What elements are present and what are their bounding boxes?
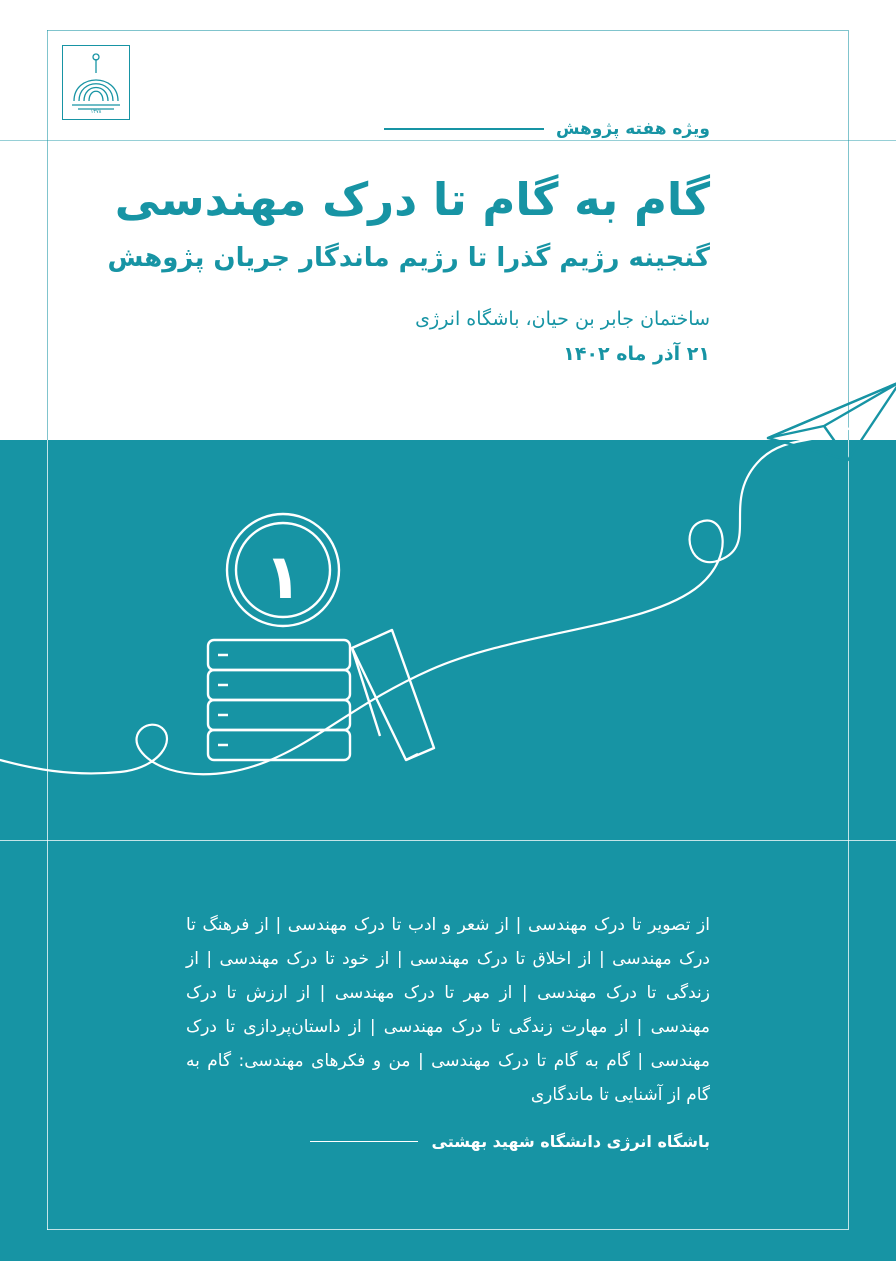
frame-line-right-top [848, 30, 849, 440]
eyebrow-banner [384, 119, 710, 139]
frame-line-right-bottom [848, 440, 849, 1230]
svg-text:۱۳۷۸: ۱۳۷۸ [90, 108, 102, 115]
frame-line-left-bottom [47, 440, 48, 1230]
footer-label: باشگاه انرژی دانشگاه شهید بهشتی [431, 1132, 710, 1151]
coin-number: ۱ [264, 540, 302, 613]
date-text: ۲۱ آذر ماه ۱۴۰۲ [563, 343, 710, 365]
frame-line-teal-divider [0, 840, 896, 841]
frame-line-left-top [47, 30, 48, 440]
venue-text: ساختمان جابر بن حیان، باشگاه انرژی [415, 308, 710, 330]
footer-rule [310, 1141, 418, 1143]
university-logo [62, 45, 130, 120]
page-title: گام به گام تا درک مهندسی [114, 173, 710, 226]
frame-line-bottom [47, 1229, 848, 1230]
frame-line-top [47, 30, 848, 31]
eyebrow-rule [384, 128, 544, 130]
body-paragraph: از تصویر تا درک مهندسی | از شعر و ادب تا درک مهندسی | از فرهنگ تا درک مهندسی | از اخلاق تا درک مهندسی | از خود تا درک مهندسی | از زندگی تا درک مهندسی | از مهر تا درک مهندسی | از ارزش تا درک مهندسی | از مهارت زندگی تا درک مهندسی | از داستان‌پردازی تا درک مهندسی | گام به گام تا درک مهندسی | من و فکرهای مهندسی: گام به گام از آشنایی تا ماندگاری [186, 915, 710, 1105]
eyebrow-label: ویژه هفته پژوهش [555, 119, 710, 139]
page-subtitle: گنجینه رژیم گذرا تا رژیم ماندگار جریان پژوهش [107, 243, 710, 273]
frame-line-header-divider [0, 140, 896, 141]
footer-banner [310, 1132, 711, 1151]
